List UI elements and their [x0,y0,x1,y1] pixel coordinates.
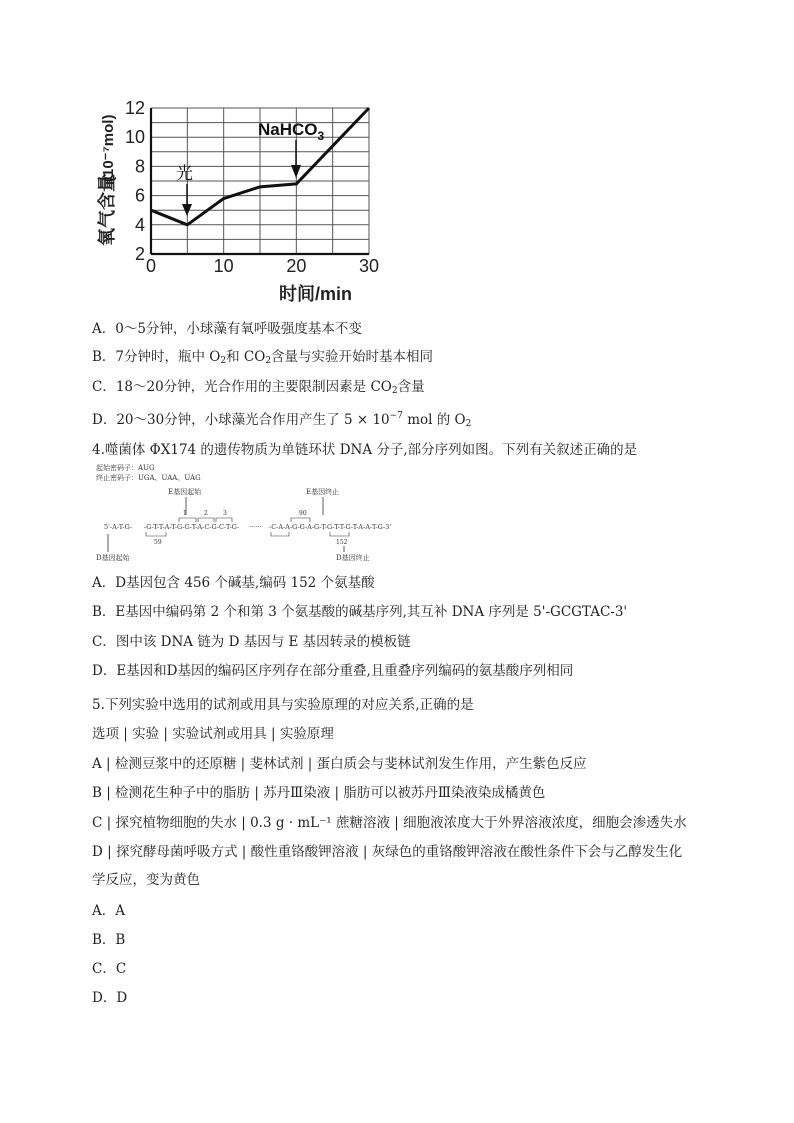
dna-sequence-figure [96,460,426,570]
codon-number-59: 59 [154,539,162,546]
x-tick-label: 0 [145,256,157,276]
q3-option-b: B．7分钟时，瓶中 $O_2$和 $CO_2$含量与实验开始时基本相同 [92,349,434,366]
codon-number-90: 90 [299,510,307,517]
q5-row-a: A | 检测豆浆中的还原糖 | 斐林试剂 | 蛋白质会与斐林试剂发生作用，产生紫色反应 [92,756,587,772]
q4-option-c: C．图中该 DNA 链为 D 基因与 E 基因转录的模板链 [92,634,411,650]
oxygen-content-chart [96,96,396,306]
x-tick-label: 20 [286,256,307,276]
codon-number-2: 2 [204,510,208,517]
q5-row-b: B | 检测花生种子中的脂肪 | 苏丹Ⅲ染液 | 脂肪可以被苏丹Ⅲ染液染成橘黄色 [92,785,546,801]
q4-option-a: A．D基因包含 456 个碱基,编码 152 个氨基酸 [92,575,375,591]
d-codon-brackets [146,532,349,536]
y-tick-label: 10 [124,127,145,148]
q5-row-d-continued: 学反应，变为黄色 [92,872,200,888]
seq-mid: -G-T-T-A-T-G-G-T-A-C-G-C-T-G- [144,523,240,531]
q4-option-b: B．E基因中编码第 2 个和第 3 个氨基酸的碱基序列,其互补 DNA 序列是 5'-GCGTAC-3' [92,604,628,620]
q5-table-header: 选项 | 实验 | 实验试剂或用具 | 实验原理 [92,726,334,742]
arrow-nahco3-head [291,165,301,178]
q4-stem: 4.噬菌体 ΦX174 的遗传物质为单链环状 DNA 分子,部分序列如图。下列有关叙述正确的是 [92,442,638,458]
y-axis-unit: (10⁻⁷mol) [100,114,117,182]
stop-codon-note: 终止密码子：UGA、UAA、UAG [96,474,201,482]
codon-number-152: 152 [336,539,348,546]
y-tick-label: 2 [134,244,145,264]
q3-option-c: C．18～20分钟，光合作用的主要限制因素是 $CO_2$含量 [92,379,425,396]
x-axis-label: 时间/min [279,284,353,304]
codon-number-3: 3 [223,510,227,517]
q5-option-d: D．D [92,990,128,1006]
x-tick-label: 10 [213,256,234,276]
d-gene-start-label: D基因起始 [96,554,130,562]
e-gene-end-label: E基因终止 [306,488,340,496]
q5-stem: 5.下列实验中选用的试剂或用具与实验原理的对应关系,正确的是 [92,697,474,713]
y-tick-label: 6 [134,185,145,206]
x-tick-label: 30 [358,256,380,276]
q5-row-c: C | 探究植物细胞的失水 | 0.3 g · mL⁻¹ 蔗糖溶液 | 细胞液浓度大于外界溶液浓度，细胞会渗透失水 [92,815,687,831]
start-codon-note: 起始密码子：AUG [96,464,155,472]
q5-option-b: B．B [92,932,126,948]
codon-number-1: 1 [183,510,187,517]
q3-option-a: A．0～5分钟，小球藻有氧呼吸强度基本不变 [92,321,362,337]
y-tick-label: 8 [134,156,145,177]
seq-right: -C-A-A-G-G-A-G-T-G-T-T-G-T-A-A-T-G-3' [269,523,392,531]
e-gene-start-label: E基因起始 [168,488,202,496]
q5-row-d: D | 探究酵母菌呼吸方式 | 酸性重铬酸钾溶液 | 灰绿色的重铬酸钾溶液在酸性条件下会与乙醇发生化 [92,844,683,860]
y-tick-label: 12 [124,98,145,118]
d-gene-end-label: D基因终止 [336,554,370,562]
q4-option-d: D．E基因和D基因的编码区序列存在部分重叠,且重叠序列编码的氨基酸序列相同 [92,663,574,679]
q3-option-d: D．20～30分钟，小球藻光合作用产生了 $5 \times 10^{-7}$ mol 的 $O_2$ [92,411,472,429]
annotation-nahco3: NaHCO$_3$ [258,120,325,143]
q5-option-c: C．C [92,961,127,977]
e-codon-brackets [179,518,310,522]
annotation-light: 光 [176,164,193,184]
seq-gap: ······ [249,523,262,531]
y-axis-label: 氧气含量 [97,174,117,246]
y-tick-label: 4 [134,214,145,235]
seq-left: 5'-A-T-G- [104,523,132,531]
q5-option-a: A．A [92,903,125,919]
